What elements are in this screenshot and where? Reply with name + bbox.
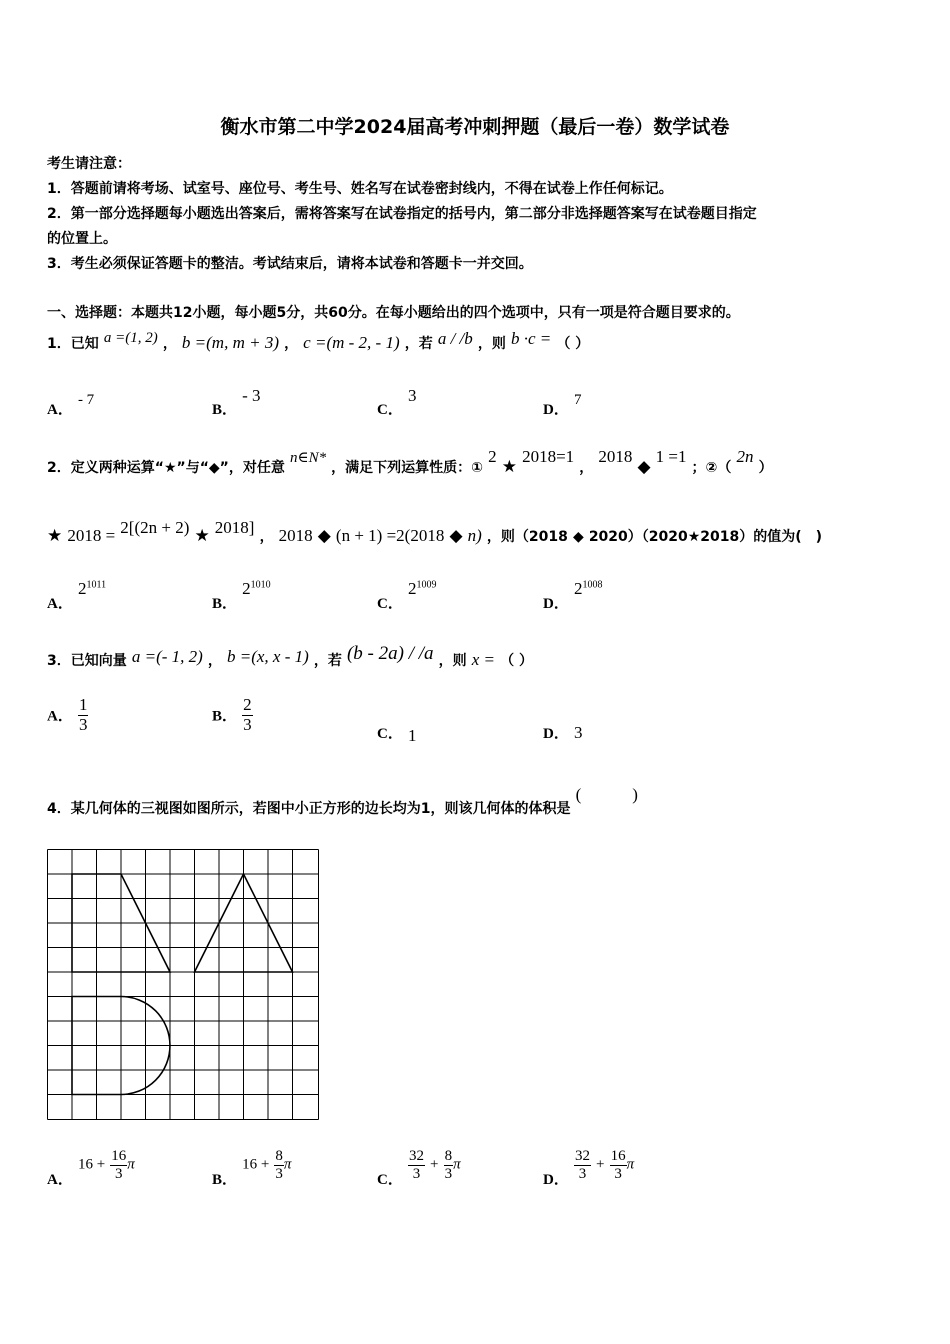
pi-symbol: π: [283, 1156, 292, 1173]
q2-option-c[interactable]: [377, 578, 437, 612]
question-4: [47, 780, 638, 817]
q2-comma: ，: [579, 460, 594, 476]
option-prefix: 16 +: [242, 1156, 270, 1173]
fraction-denominator: 3: [412, 1165, 421, 1182]
q4-option-a[interactable]: [47, 1148, 135, 1188]
q3-option-a[interactable]: [47, 696, 88, 734]
option-label: B．: [212, 402, 238, 418]
q3-option-b[interactable]: [212, 696, 253, 734]
diamond-glyph: ◆: [449, 526, 463, 545]
option-label: C．: [377, 402, 403, 418]
diamond-glyph: ◆: [317, 526, 331, 545]
option-value: - 7: [77, 392, 95, 408]
q2-option-a[interactable]: [47, 578, 107, 612]
option-label: B．: [212, 1171, 238, 1188]
question-2-line-2: [47, 518, 823, 545]
q3-paren: （ ）: [500, 653, 533, 669]
fraction-numerator: 2: [243, 695, 252, 714]
q1-option-c[interactable]: [377, 385, 417, 418]
q2-l2a: 2018 =: [67, 526, 116, 545]
q2-p1d: 1 =1: [655, 447, 687, 466]
q1-vector-c: c =(m - 2, - 1): [303, 333, 400, 352]
q2-l2d: 2018: [278, 526, 313, 545]
option-label: D．: [543, 1171, 569, 1188]
q2-l2c: 2018]: [214, 518, 255, 537]
page-title: 衡水市第二中学2024届高考冲刺押题（最后一卷）数学试卷: [220, 116, 730, 138]
q3-prefix: 3．已知向量: [47, 653, 127, 669]
notice-heading: 考生请注意：: [47, 156, 131, 172]
q3-option-c[interactable]: [377, 722, 416, 743]
option-label: A．: [47, 596, 73, 612]
fraction-denominator: 3: [78, 714, 88, 734]
option-exponent: 1008: [582, 579, 603, 591]
fraction-numerator: 8: [444, 1148, 453, 1164]
q3-vector-a: a =(- 1, 2): [131, 647, 203, 666]
q1-sep-1: ，: [162, 336, 177, 352]
option-fraction-2: [610, 1148, 627, 1182]
fraction-numerator: 16: [111, 1148, 127, 1164]
fraction-denominator: 3: [115, 1165, 123, 1182]
notice-line-1: 1．答题前请将考场、试室号、座位号、考生号、姓名写在试卷密封线内，不得在试卷上作任何标记。: [47, 181, 673, 197]
q3-cond-label: ，若: [313, 653, 342, 669]
option-value: 7: [573, 392, 582, 408]
option-label: D．: [543, 402, 569, 418]
q1-paren: （ ）: [556, 336, 590, 352]
option-exponent: 1010: [250, 579, 271, 591]
q4-option-b[interactable]: [212, 1148, 292, 1188]
option-fraction-1: [574, 1148, 591, 1182]
option-exponent: 1009: [416, 579, 437, 591]
q1-vector-a: a =(1, 2): [103, 330, 158, 346]
option-fraction: [242, 696, 253, 734]
q2-p1b: 2018=1: [522, 447, 575, 466]
fraction-denominator: 3: [243, 714, 252, 734]
q1-option-b[interactable]: [212, 385, 261, 418]
q2-l2f: n): [467, 526, 482, 545]
fraction-denominator: 3: [275, 1165, 283, 1182]
q2-l2b: 2[(2n + 2): [120, 518, 190, 537]
fraction-numerator: 16: [610, 1148, 626, 1164]
q2-close: ）: [758, 460, 773, 476]
notice-line-2b: 的位置上。: [47, 231, 117, 247]
q4-option-c[interactable]: [377, 1148, 461, 1188]
q3-option-d[interactable]: [543, 722, 582, 743]
fraction-denominator: 3: [614, 1165, 622, 1182]
option-label: A．: [47, 1171, 73, 1188]
option-base: 2: [77, 579, 87, 598]
option-fraction: [78, 696, 89, 734]
option-exponent: 1011: [86, 579, 107, 591]
q2-p1c: 2018: [598, 447, 633, 466]
option-label: A．: [47, 708, 73, 725]
notice-line-2a: 2．第一部分选择题每小题选出答案后，需将答案写在试卷指定的括号内，第二部分非选择题答案写在试卷题目指定: [47, 206, 757, 222]
plus-sign: +: [430, 1156, 439, 1173]
q1-ask: b ·c =: [510, 329, 552, 348]
q4-paren: ( ): [575, 785, 638, 804]
q3-ask: x =: [471, 650, 495, 669]
q1-cond-label: ，若: [404, 336, 433, 352]
q2-l2g: ，则（2018: [486, 529, 568, 545]
q3-ask-label: ，则: [438, 653, 467, 669]
option-fraction-1: [408, 1148, 425, 1182]
option-label: C．: [377, 1171, 403, 1188]
fraction-numerator: 8: [275, 1148, 283, 1164]
option-fraction: [274, 1148, 284, 1182]
option-label: C．: [377, 726, 403, 742]
option-value: 1: [407, 726, 417, 745]
q4-option-d[interactable]: [543, 1148, 635, 1188]
q1-option-a[interactable]: [47, 388, 95, 418]
q2-l2e: (n + 1) =2(2018: [335, 526, 445, 545]
q1-ask-label: ，则: [477, 336, 506, 352]
option-prefix: 16 +: [77, 1156, 106, 1173]
plus-sign: +: [596, 1156, 605, 1173]
option-label: C．: [377, 596, 403, 612]
diamond-glyph: ◆: [637, 457, 651, 476]
q2-text-1: 2．定义两种运算“★”与“◆”，对任意: [47, 460, 285, 476]
option-label: D．: [543, 726, 569, 742]
q2-comma: ，: [259, 529, 274, 545]
notice-line-3: 3．考生必须保证答题卡的整洁。考试结束后，请将本试卷和答题卡一并交回。: [47, 256, 533, 272]
q3-condition: (b - 2a) / /a: [346, 643, 434, 664]
option-fraction: [110, 1148, 127, 1182]
question-1: [47, 329, 590, 353]
option-base: 2: [573, 579, 583, 598]
question-2-line-1: [47, 447, 773, 476]
diamond-glyph: ◆: [572, 529, 584, 545]
grid-lines: [48, 850, 319, 1120]
q3-vector-b: b =(x, x - 1): [227, 647, 309, 666]
option-base: 2: [242, 579, 251, 598]
q1-sep-2: ，: [284, 336, 299, 352]
option-label: A．: [47, 402, 73, 418]
q2-text-2: ，满足下列运算性质：①: [331, 460, 484, 476]
q2-p2a: 2n: [736, 447, 754, 466]
star-glyph: ★: [194, 526, 210, 545]
fraction-numerator: 32: [574, 1148, 590, 1164]
q2-p1a: 2: [488, 447, 497, 466]
q2-option-d[interactable]: [543, 578, 603, 612]
option-value: 3: [407, 386, 417, 405]
option-base: 2: [407, 579, 417, 598]
q2-l2h: 2020）（2020★2018）的值为( ): [588, 529, 823, 545]
q2-option-b[interactable]: [212, 578, 271, 612]
q1-option-d[interactable]: [543, 388, 582, 418]
q2-n-in: n∈N*: [289, 450, 327, 466]
fraction-numerator: 32: [408, 1148, 424, 1164]
q2-semi: ；②（: [691, 460, 732, 476]
q1-condition: a / /b: [437, 329, 473, 348]
q1-vector-b: b =(m, m + 3): [181, 333, 279, 352]
fraction-denominator: 3: [578, 1165, 587, 1182]
pi-symbol: π: [127, 1156, 135, 1173]
q3-sep: ，: [207, 653, 222, 669]
pi-symbol: π: [453, 1156, 461, 1173]
three-view-figure: [47, 849, 319, 1123]
option-value: 3: [573, 723, 583, 742]
option-label: B．: [212, 708, 238, 725]
q1-prefix: 1．已知: [47, 336, 99, 352]
fraction-denominator: 3: [444, 1165, 453, 1182]
option-label: D．: [543, 596, 569, 612]
star-glyph: ★: [47, 526, 63, 545]
section-heading: 一、选择题：本题共12小题，每小题5分，共60分。在每小题给出的四个选项中，只有一项是符合题目要求的。: [47, 305, 740, 321]
fraction-numerator: 1: [78, 695, 88, 714]
pi-symbol: π: [626, 1156, 635, 1173]
option-fraction-2: [444, 1148, 454, 1182]
option-value: - 3: [242, 386, 261, 405]
question-3: [47, 643, 533, 669]
star-glyph: ★: [501, 457, 517, 476]
q4-text: 4．某几何体的三视图如图所示，若图中小正方形的边长均为1，则该几何体的体积是: [47, 801, 571, 817]
option-label: B．: [212, 596, 238, 612]
